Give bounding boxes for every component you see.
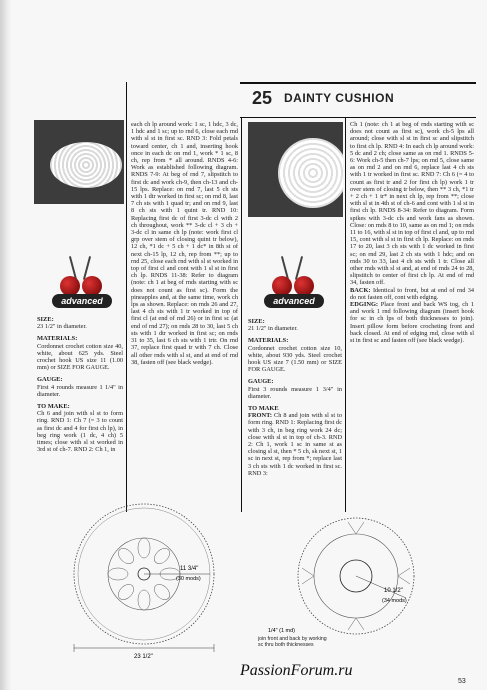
- doily-diagram: [60, 500, 228, 660]
- front-text: Ch 8 and join with sl st to form ring. RND 1: Replacing first dc with 3 ch, in beg ring work 24 dc; close with sl st in top of ch-3. RND 2: Ch 1, work 1 sc in same st as closing sl st, then * 5 ch, sk next st, 1 sc in next st, rep from *; replace last 3 ch sts with 1 dc worked in first sc. RND 3:: [248, 412, 342, 477]
- advanced-badge-2: [264, 256, 324, 318]
- instructions-text: each ch lp around work: 1 sc, 1 hdc, 3 dc, 1 hdc and 1 sc; up to rnd 6, close each rnd with sl st in first sc. RND 3: Fold petals toward center, ch 1 and, inserting hook once in each dc on rnd 1, work * 1 sc, 8 ch, rep from * all around. RNDS 4-6: Work as established following diagram. RNDS 7-9: At beg of rnd 7, slipstitch to first dc and work ch-9, then ch-13 and ch-15 lps. Replace: on rnd 7, last 5 ch sts with 1 dtr worked in first sc; on rnd 8, last 7 ch sts with 1 quad tr; and on rnd 9, last 8 ch sts with 1 quint tr. RND 10: Replacing first dc of first 3-dc cl with 2 ch throughout, work ** 3-dc cl + 3 ch + 3-dc cl in same ch lp (note: work first cl grp over stem of closing quint tr below), 12 ch, *1 dc + 5 ch + 1 dc* in 8th st of next ch-15 lp, 12 ch, rep from **; up to rnd 25, close each rnd with sl st worked in top of first cl and cont with 1 sl st in first ch lp. RNDS 11-38: Refer to diagram (note: ch 1 at beg of rnds starting with sc does not count as first sc). Form the pineapples and, at the same time, work ch lps as shown. Replace: on rnds 26 and 27, last 4 ch sts with 1 tr worked in top of first cl (at end of rnd 26) or in first sc (at end of rnd 27); on rnds 28 to 30, last 5 ch sts with 1 dtr worked in first sc; on rnds 31 to 35, last 6 ch sts with 1 trtr. On rnd 37, replace first quad tr with 7 ch. Close all other rnds with sl st, and at end of rnd 38, fasten off (see black wedge).: [131, 121, 238, 366]
- gauge-text: First 3 rounds measure 1 3/4" in diameter.: [248, 385, 342, 400]
- cherry-icon: [294, 276, 314, 296]
- column-4-text: [350, 121, 474, 344]
- cushion-diagram: [256, 510, 424, 670]
- skill-level-label: advanced: [52, 294, 112, 308]
- materials-text: Cordonnet crochet cotton size 40, white, about 625 yds. Steel crochet hook US size 11 (1.00 mm) or SIZE FOR GAUGE.: [37, 342, 123, 372]
- edging-label: EDGING:: [350, 301, 379, 309]
- cherry-icon: [60, 276, 80, 296]
- radius-mods-label: (30 mods): [176, 576, 201, 582]
- skill-level-label: advanced: [264, 294, 324, 308]
- cherry-icon: [272, 276, 292, 296]
- back-text: Identical to front, but at end of rnd 34 do not fasten off, cont with edging.: [350, 286, 474, 301]
- column-2-text: [131, 121, 238, 366]
- gauge-label: GAUGE:: [248, 378, 274, 386]
- join-instructions: join front and back by working sc thru both thicknesses: [258, 636, 327, 648]
- pattern-title: DAINTY CUSHION: [284, 91, 395, 105]
- width-label: 23 1/2": [134, 654, 153, 660]
- column-1-text: [37, 316, 123, 453]
- page-binding-shadow: [0, 0, 12, 690]
- materials-text: Cordonnet crochet cotton size 10, white, about 930 yds. Steel crochet hook US size 7 (1.50 mm) or SIZE FOR GAUGE.: [248, 344, 342, 374]
- front-label: FRONT:: [248, 412, 273, 420]
- size-label: SIZE:: [37, 316, 54, 323]
- size-text: 21 1/2" in diameter.: [248, 325, 298, 333]
- pattern-header: [240, 82, 476, 118]
- instructions-text: Ch 1 (note: ch 1 at beg of rnds starting with sc does not count as first sc), work ch-5 lps all around; close with sl st in first sc and slipstitch to first ch lp. RND 4: In each ch lp around work: 5 dc and 2 ch; close same as on rnd 1. RNDS 5-6: Work ch-5 then ch-7 lps; on rnd 5, close same as on rnd 2 and on rnd 6, replace last 4 ch sts with 1 tr worked in first sc. RND 7: Ch 6 (= 4 to count as first tr and 2 for first ch lp) work 1 tr over stem of closing tr below, then ** 3 ch, *1 tr + 2 ch + 1 tr* in next ch lp, rep from **; close with sl st in 4th st of ch-6 and cont with 1 sl st in first ch lp. RNDS 8-34: Refer to diagram. Form spikes with 3-dc cls and work fans as shown. Close: on rnds 8 to 10, same as on rnd 1; on rnds 11 to 16, with sl st in top of first cl and, up to rnd 15, cont with sl st in first ch lp. Replace: on rnds 17 to 20, last 3 ch sts with 1 dc worked in first sc; on rnd 29, last 2 ch sts with 1 hdc; and on rnds 30 to 33, last 4 ch sts with 1 tr. Close all other rnds with sl st and, at end of rnds 24 to 28, slipstitch to center of first ch lp. At end of rnd 34, fasten off.: [350, 121, 474, 287]
- photo-cushion: [248, 122, 343, 217]
- radius-label: 10 1/2": [384, 588, 403, 594]
- tomake-label: TO MAKE: [248, 405, 279, 413]
- gauge-label: GAUGE:: [37, 376, 63, 384]
- advanced-badge-1: [52, 256, 112, 318]
- join-label: 1/4" (1 md): [268, 628, 296, 634]
- cherry-icon: [82, 276, 102, 296]
- pattern-number: 25: [252, 88, 273, 108]
- size-text: 23 1/2" in diameter.: [37, 323, 87, 331]
- tomake-label: TO MAKE:: [37, 403, 70, 411]
- column-rule-3: [345, 118, 346, 512]
- watermark: PassionForum.ru: [240, 662, 353, 679]
- size-label: SIZE:: [248, 318, 265, 325]
- column-3-text: [248, 318, 342, 477]
- radius-mods-label: (34 mods): [382, 598, 407, 604]
- header-rule-bottom: [240, 117, 476, 118]
- radius-label: 11 3/4": [180, 566, 199, 572]
- materials-label: MATERIALS:: [37, 335, 78, 343]
- tomake-text: Ch 6 and join with sl st to form ring. RND 1: Ch 7 (= 3 to count as first dc and 4 for first ch lp), in beg ring work (1 dc, 4 ch) 5 times; close with sl st worked in 3rd st of ch-7. RND 2: Ch 1, in: [37, 410, 123, 454]
- cushion-image: [278, 138, 343, 208]
- materials-label: MATERIALS:: [248, 337, 289, 345]
- column-rule-1: [126, 82, 127, 512]
- gauge-text: First 4 rounds measure 1 1/4" in diameter.: [37, 383, 123, 398]
- column-rule-2: [241, 118, 242, 512]
- doily-image: [50, 142, 122, 188]
- edging-text: Place front and back WS tog, ch 1 and work 1 rnd following diagram (insert hook for sc in ch lps of both thicknesses to join). Insert pillow form before crocheting front and back closed. At end of edging rnd, close with sl st in first sc and fasten off (see black wedge).: [350, 301, 475, 345]
- photo-doily: [34, 120, 124, 204]
- back-label: BACK:: [350, 286, 371, 294]
- page-number: 53: [458, 678, 466, 685]
